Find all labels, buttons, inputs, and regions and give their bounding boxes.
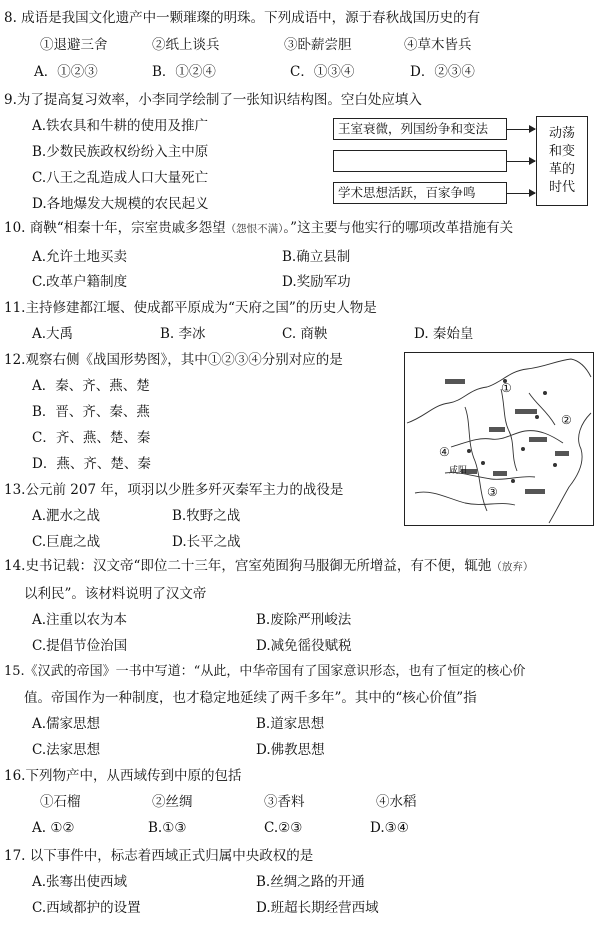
q15-option-d: D.佛教思想 (256, 742, 325, 758)
q17-stem: 17. 以下事件中，标志着西域正式归属中央政权的是 (4, 848, 314, 864)
q9-option-b: B.少数民族政权纷纷入主中原 (32, 144, 209, 160)
result-line: 和变 (548, 144, 575, 159)
q9-stem: 9.为了提高复习效率，小李同学绘制了一张知识结构图。空白处应填入 (4, 92, 422, 108)
diagram-result-box (536, 116, 588, 206)
q15-option-b: B.道家思想 (256, 716, 325, 732)
q8-option-d: D．②③④ (410, 64, 475, 80)
q17-option-b: B.丝绸之路的开通 (256, 874, 365, 890)
arrow-icon (507, 193, 535, 194)
q15-stem-line1: 15.《汉武的帝国》一书中写道：“从此，中华帝国有了国家意识形态，也有了恒定的核心价 (4, 664, 526, 679)
q14-stem-line1 (4, 556, 533, 577)
result-line: 革的 (548, 162, 575, 177)
q15-stem-line2: 值。帝国作为一种制度，也才稳定地延续了两千多年”。其中的“核心价值”指 (24, 690, 477, 706)
q10-stem-b: 。”这主要与他实行的哪项改革措施有关 (283, 220, 514, 236)
q13-option-c: C.巨鹿之战 (32, 534, 101, 550)
q14-stem-a: 14.史书记载：汉文帝“即位二十三年，宫室苑囿狗马服御无所增益，有不便，辄弛 (4, 558, 492, 574)
q10-option-b: B.确立县制 (282, 249, 351, 265)
diagram-box-blank (333, 150, 507, 172)
q10-option-c: C.改革户籍制度 (32, 274, 128, 290)
q16-item: ④水稻 (376, 794, 417, 810)
q9-option-c: C.八王之乱造成人口大量死亡 (32, 170, 209, 186)
diagram-box-1: 王室衰微，列国纷争和变法 (333, 118, 507, 140)
q15-option-c: C.法家思想 (32, 742, 101, 758)
q15-option-a: A.儒家思想 (32, 716, 101, 732)
q13-option-b: B.牧野之战 (172, 508, 241, 524)
warring-states-map (404, 352, 594, 526)
q11-option-c: C. 商鞅 (282, 326, 328, 342)
q8-item: ③卧薪尝胆 (284, 37, 352, 53)
q8-stem: 8. 成语是我国文化遗产中一颗璀璨的明珠。下列成语中，源于春秋战国历史的有 (4, 10, 481, 26)
q9-option-a: A.铁农具和牛耕的使用及推广 (32, 118, 209, 134)
q16-option-d: D.③④ (370, 820, 409, 836)
q14-stem-note: （放弃） (491, 561, 534, 573)
q16-item: ①石榴 (40, 794, 81, 810)
q16-option-a: A. ①② (32, 820, 75, 836)
map-label: ④ (439, 445, 450, 459)
map-drawing (405, 353, 593, 525)
q16-option-c: C.②③ (264, 820, 303, 836)
q12-option-a: A．秦、齐、燕、楚 (32, 378, 150, 394)
q8-item: ②纸上谈兵 (152, 37, 220, 53)
q14-option-c: C.提倡节俭治国 (32, 638, 128, 654)
q8-option-a: A．①②③ (34, 64, 98, 80)
q8-item: ①退避三舍 (40, 37, 108, 53)
q12-option-c: C．齐、燕、楚、秦 (32, 430, 151, 446)
q12-option-d: D．燕、齐、楚、秦 (32, 456, 151, 472)
q10-option-d: D.奖励军功 (282, 274, 351, 290)
q16-option-b: B.①③ (148, 820, 187, 836)
map-label: ② (561, 413, 572, 427)
q17-option-a: A.张骞出使西域 (32, 874, 128, 890)
q13-option-d: D.长平之战 (172, 534, 241, 550)
q14-option-a: A.注重以农为本 (32, 612, 128, 628)
q17-option-c: C.西域都护的设置 (32, 900, 141, 916)
q8-item: ④草木皆兵 (404, 37, 472, 53)
q8-option-b: B．①②④ (152, 64, 216, 80)
arrow-icon (507, 161, 535, 162)
q12-option-b: B．晋、齐、秦、燕 (32, 404, 150, 420)
diagram-box-3: 学术思想活跃，百家争鸣 (333, 182, 507, 204)
q12-stem: 12.观察右侧《战国形势图》，其中①②③④分别对应的是 (4, 352, 343, 368)
q14-option-d: D.减免徭役赋税 (256, 638, 352, 654)
q10-stem-note: （怨恨不满） (225, 223, 284, 235)
q10-option-a: A.允许土地买卖 (32, 249, 128, 265)
q10-stem (4, 218, 513, 239)
q11-option-a: A.大禹 (32, 326, 74, 342)
q13-option-a: A.淝水之战 (32, 508, 101, 524)
q16-item: ②丝绸 (152, 794, 193, 810)
q10-stem-a: 10. 商鞅“相秦十年，宗室贵戚多怨望 (4, 220, 226, 236)
q11-option-d: D. 秦始皇 (414, 326, 474, 342)
q9-option-d: D.各地爆发大规模的农民起义 (32, 196, 209, 212)
q16-stem: 16.下列物产中，从西域传到中原的包括 (4, 768, 242, 784)
map-label: ③ (487, 485, 498, 499)
map-label: 咸阳 (449, 466, 468, 476)
result-line: 动荡 (548, 126, 575, 141)
map-label: ① (501, 381, 512, 395)
q13-stem: 13.公元前 207 年，项羽以少胜多歼灭秦军主力的战役是 (4, 482, 344, 498)
arrow-icon (507, 129, 535, 130)
result-line: 时代 (548, 180, 575, 195)
q8-option-c: C．①③④ (290, 64, 355, 80)
q14-option-b: B.废除严刑峻法 (256, 612, 352, 628)
q16-item: ③香料 (264, 794, 305, 810)
q11-stem: 11.主持修建都江堰、使成都平原成为“天府之国”的历史人物是 (4, 300, 377, 316)
q11-option-b: B. 李冰 (160, 326, 206, 342)
q14-stem-line2: 以利民”。该材料说明了汉文帝 (24, 586, 207, 602)
q17-option-d: D.班超长期经营西域 (256, 900, 379, 916)
